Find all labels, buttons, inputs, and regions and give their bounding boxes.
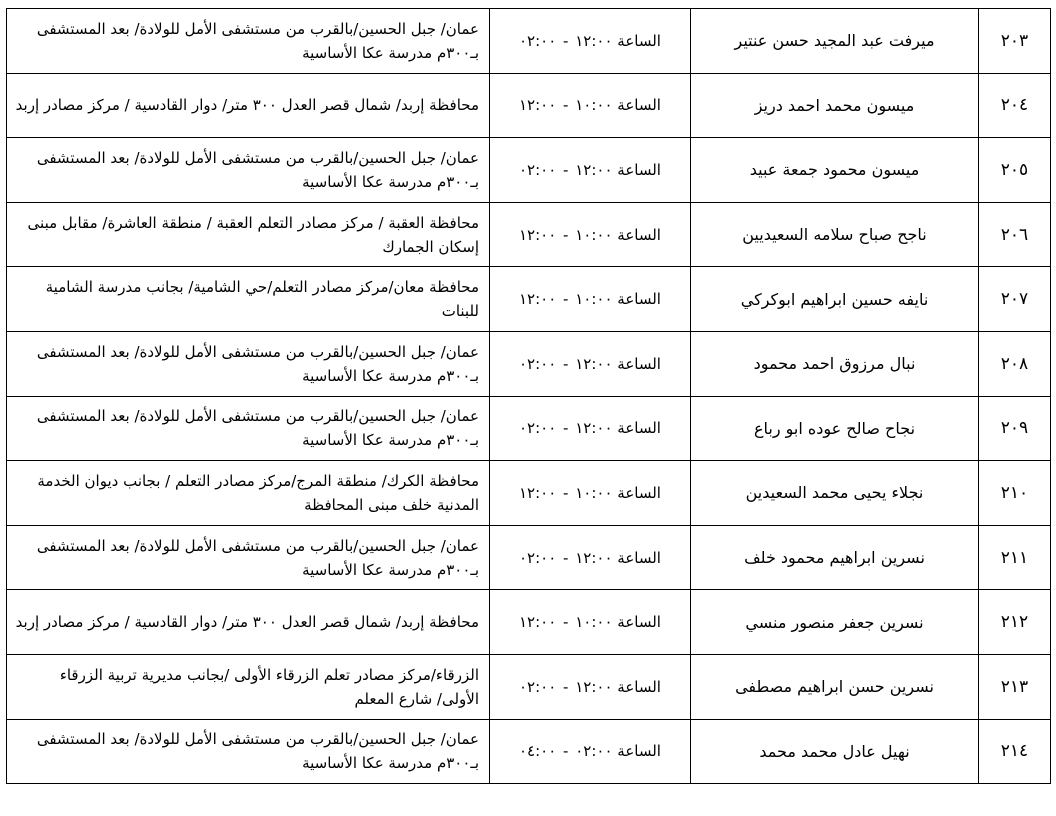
row-number-cell: ٢١٠ <box>979 461 1051 526</box>
row-number-cell: ٢٠٦ <box>979 202 1051 267</box>
name-cell: ميرفت عبد المجيد حسن عنتير <box>691 9 979 74</box>
time-cell <box>490 9 691 74</box>
row-number-cell: ٢٠٩ <box>979 396 1051 461</box>
address-cell: محافظة العقبة / مركز مصادر التعلم العقبة / منطقة العاشرة/ مقابل مبنى إسكان الجمارك <box>7 202 490 267</box>
time-cell <box>490 590 691 655</box>
time-to: ١٢:٠٠ <box>519 483 557 502</box>
time-cell <box>490 73 691 138</box>
name-cell: نجلاء يحيى محمد السعيدين <box>691 461 979 526</box>
address-cell: الزرقاء/مركز مصادر تعلم الزرقاء الأولى /بجانب مديرية تربية الزرقاء الأولى/ شارع المعلم <box>7 654 490 719</box>
address-cell: عمان/ جبل الحسين/بالقرب من مستشفى الأمل للولادة/ بعد المستشفى بـ٣٠٠م مدرسة عكا الأساسية <box>7 525 490 590</box>
name-cell: ناجح صباح سلامه السعيديين <box>691 202 979 267</box>
row-number-cell: ٢١١ <box>979 525 1051 590</box>
row-number-cell: ٢٠٤ <box>979 73 1051 138</box>
time-cell <box>490 461 691 526</box>
table-row <box>7 396 1051 461</box>
time-label: الساعة <box>617 96 661 115</box>
table-row <box>7 719 1051 784</box>
address-cell: عمان/ جبل الحسين/بالقرب من مستشفى الأمل للولادة/ بعد المستشفى بـ٣٠٠م مدرسة عكا الأساسية <box>7 331 490 396</box>
table-row <box>7 73 1051 138</box>
address-cell: عمان/ جبل الحسين/بالقرب من مستشفى الأمل للولادة/ بعد المستشفى بـ٣٠٠م مدرسة عكا الأساسية <box>7 9 490 74</box>
time-from: ١٠:٠٠ <box>575 96 613 115</box>
time-to: ١٢:٠٠ <box>519 96 557 115</box>
time-separator: - <box>558 225 574 244</box>
time-cell <box>490 525 691 590</box>
time-from: ١٢:٠٠ <box>575 354 613 373</box>
name-cell: نهيل عادل محمد محمد <box>691 719 979 784</box>
table-row <box>7 654 1051 719</box>
time-cell <box>490 138 691 203</box>
table-row <box>7 525 1051 590</box>
table-row <box>7 267 1051 332</box>
name-cell: نايفه حسين ابراهيم ابوكركي <box>691 267 979 332</box>
time-to: ٠٤:٠٠ <box>519 742 557 761</box>
row-number-cell: ٢٠٣ <box>979 9 1051 74</box>
time-label: الساعة <box>617 548 661 567</box>
row-number-cell: ٢٠٥ <box>979 138 1051 203</box>
table-row <box>7 331 1051 396</box>
time-to: ٠٢:٠٠ <box>519 677 557 696</box>
time-separator: - <box>558 742 574 761</box>
time-label: الساعة <box>617 354 661 373</box>
time-label: الساعة <box>617 742 661 761</box>
time-label: الساعة <box>617 613 661 632</box>
address-cell: عمان/ جبل الحسين/بالقرب من مستشفى الأمل للولادة/ بعد المستشفى بـ٣٠٠م مدرسة عكا الأساسية <box>7 396 490 461</box>
time-separator: - <box>558 483 574 502</box>
time-from: ١٢:٠٠ <box>575 548 613 567</box>
time-separator: - <box>558 290 574 309</box>
address-cell: عمان/ جبل الحسين/بالقرب من مستشفى الأمل للولادة/ بعد المستشفى بـ٣٠٠م مدرسة عكا الأساسية <box>7 138 490 203</box>
time-separator: - <box>558 354 574 373</box>
time-to: ١٢:٠٠ <box>519 613 557 632</box>
time-label: الساعة <box>617 419 661 438</box>
schedule-table <box>6 8 1051 784</box>
table-row <box>7 461 1051 526</box>
time-from: ١٢:٠٠ <box>575 419 613 438</box>
time-to: ١٢:٠٠ <box>519 225 557 244</box>
name-cell: نسرين ابراهيم محمود خلف <box>691 525 979 590</box>
address-cell: محافظة معان/مركز مصادر التعلم/حي الشامية/ بجانب مدرسة الشامية للبنات <box>7 267 490 332</box>
name-cell: ميسون محمد احمد دريز <box>691 73 979 138</box>
time-cell <box>490 719 691 784</box>
time-from: ١٢:٠٠ <box>575 160 613 179</box>
name-cell: نجاح صالح عوده ابو رباع <box>691 396 979 461</box>
time-label: الساعة <box>617 225 661 244</box>
time-to: ٠٢:٠٠ <box>519 31 557 50</box>
address-cell: محافظة الكرك/ منطقة المرج/مركز مصادر التعلم / بجانب ديوان الخدمة المدنية خلف مبنى المحافظة <box>7 461 490 526</box>
name-cell: نبال مرزوق احمد محمود <box>691 331 979 396</box>
name-cell: نسرين حسن ابراهيم مصطفى <box>691 654 979 719</box>
time-separator: - <box>558 613 574 632</box>
time-from: ١٠:٠٠ <box>575 613 613 632</box>
time-cell <box>490 654 691 719</box>
time-label: الساعة <box>617 160 661 179</box>
table-row <box>7 590 1051 655</box>
row-number-cell: ٢١٤ <box>979 719 1051 784</box>
address-cell: محافظة إربد/ شمال قصر العدل ٣٠٠ متر/ دوار القادسية / مركز مصادر إربد <box>7 590 490 655</box>
time-separator: - <box>558 31 574 50</box>
time-label: الساعة <box>617 677 661 696</box>
address-cell: محافظة إربد/ شمال قصر العدل ٣٠٠ متر/ دوار القادسية / مركز مصادر إربد <box>7 73 490 138</box>
time-label: الساعة <box>617 31 661 50</box>
time-cell <box>490 267 691 332</box>
time-to: ٠٢:٠٠ <box>519 419 557 438</box>
time-to: ٠٢:٠٠ <box>519 354 557 373</box>
time-separator: - <box>558 96 574 115</box>
name-cell: ميسون محمود جمعة عبيد <box>691 138 979 203</box>
time-label: الساعة <box>617 290 661 309</box>
time-cell <box>490 396 691 461</box>
time-from: ١٠:٠٠ <box>575 290 613 309</box>
time-cell <box>490 202 691 267</box>
table-row <box>7 9 1051 74</box>
time-to: ٠٢:٠٠ <box>519 160 557 179</box>
time-from: ١٢:٠٠ <box>575 677 613 696</box>
time-separator: - <box>558 419 574 438</box>
time-label: الساعة <box>617 483 661 502</box>
time-from: ١٠:٠٠ <box>575 483 613 502</box>
time-separator: - <box>558 677 574 696</box>
address-cell: عمان/ جبل الحسين/بالقرب من مستشفى الأمل للولادة/ بعد المستشفى بـ٣٠٠م مدرسة عكا الأساسية <box>7 719 490 784</box>
name-cell: نسرين جعفر منصور منسي <box>691 590 979 655</box>
time-from: ١٢:٠٠ <box>575 31 613 50</box>
time-from: ٠٢:٠٠ <box>575 742 613 761</box>
row-number-cell: ٢٠٨ <box>979 331 1051 396</box>
table-row <box>7 138 1051 203</box>
time-separator: - <box>558 160 574 179</box>
table-row <box>7 202 1051 267</box>
time-cell <box>490 331 691 396</box>
row-number-cell: ٢١٢ <box>979 590 1051 655</box>
time-from: ١٠:٠٠ <box>575 225 613 244</box>
schedule-table-body <box>7 9 1051 784</box>
row-number-cell: ٢١٣ <box>979 654 1051 719</box>
time-separator: - <box>558 548 574 567</box>
time-to: ٠٢:٠٠ <box>519 548 557 567</box>
row-number-cell: ٢٠٧ <box>979 267 1051 332</box>
time-to: ١٢:٠٠ <box>519 290 557 309</box>
